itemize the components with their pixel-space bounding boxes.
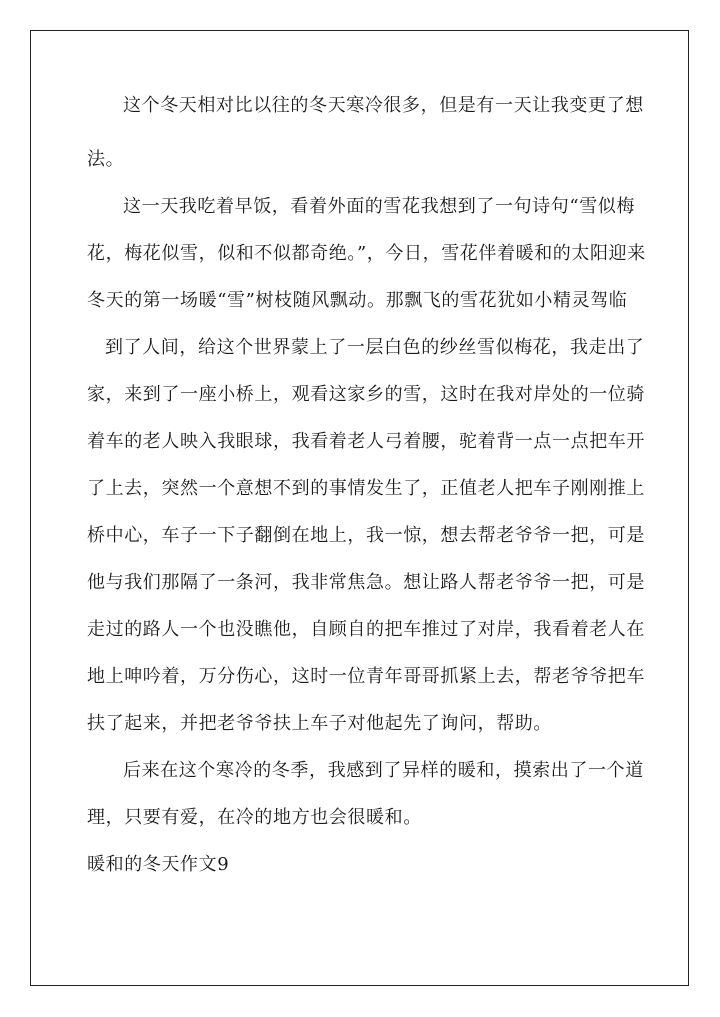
text-line: 着车的老人映入我眼球，我看着老人弓着腰，驼着背一点一点把车开 <box>87 431 645 452</box>
text-line: 家，来到了一座小桥上，观看这家乡的雪，这时在我对岸处的一位骑 <box>87 384 645 405</box>
text-line: 后来在这个寒冷的冬季，我感到了异样的暖和，摸索出了一个道 <box>123 760 644 781</box>
text-line: 扶了起来，并把老爷爷扶上车子对他起先了询问，帮助。 <box>87 713 552 734</box>
text-line: 法。 <box>87 149 125 170</box>
text-line: 这一天我吃着早饭，看着外面的雪花我想到了一句诗句“雪似梅 <box>123 196 635 217</box>
text-line: 地上呻吟着，万分伤心，这时一位青年哥哥抓紧上去，帮老爷爷把车 <box>87 666 645 687</box>
text-line: 到了人间，给这个世界蒙上了一层白色的纱丝雪似梅花，我走出了 <box>105 337 645 358</box>
text-line: 他与我们那隔了一条河，我非常焦急。想让路人帮老爷爷一把，可是 <box>87 572 645 593</box>
text-line: 理，只要有爱，在冷的地方也会很暖和。 <box>87 807 422 828</box>
document-heading: 暖和的冬天作文9 <box>87 854 230 875</box>
text-line: 这个冬天相对比以往的冬天寒冷很多，但是有一天让我变更了想 <box>123 95 644 116</box>
text-line: 花，梅花似雪，似和不似都奇绝。”，今日，雪花伴着暖和的太阳迎来 <box>87 243 646 264</box>
text-line: 桥中心，车子一下子翻倒在地上，我一惊，想去帮老爷爷一把，可是 <box>87 525 645 546</box>
text-line: 了上去，突然一个意想不到的事情发生了，正值老人把车子刚刚推上 <box>87 478 645 499</box>
page-border <box>30 30 689 986</box>
text-line: 走过的路人一个也没瞧他，自顾自的把车推过了对岸，我看着老人在 <box>87 619 645 640</box>
text-line: 冬天的第一场暖“雪”树枝随风飘动。那飘飞的雪花犹如小精灵驾临 <box>87 290 628 311</box>
